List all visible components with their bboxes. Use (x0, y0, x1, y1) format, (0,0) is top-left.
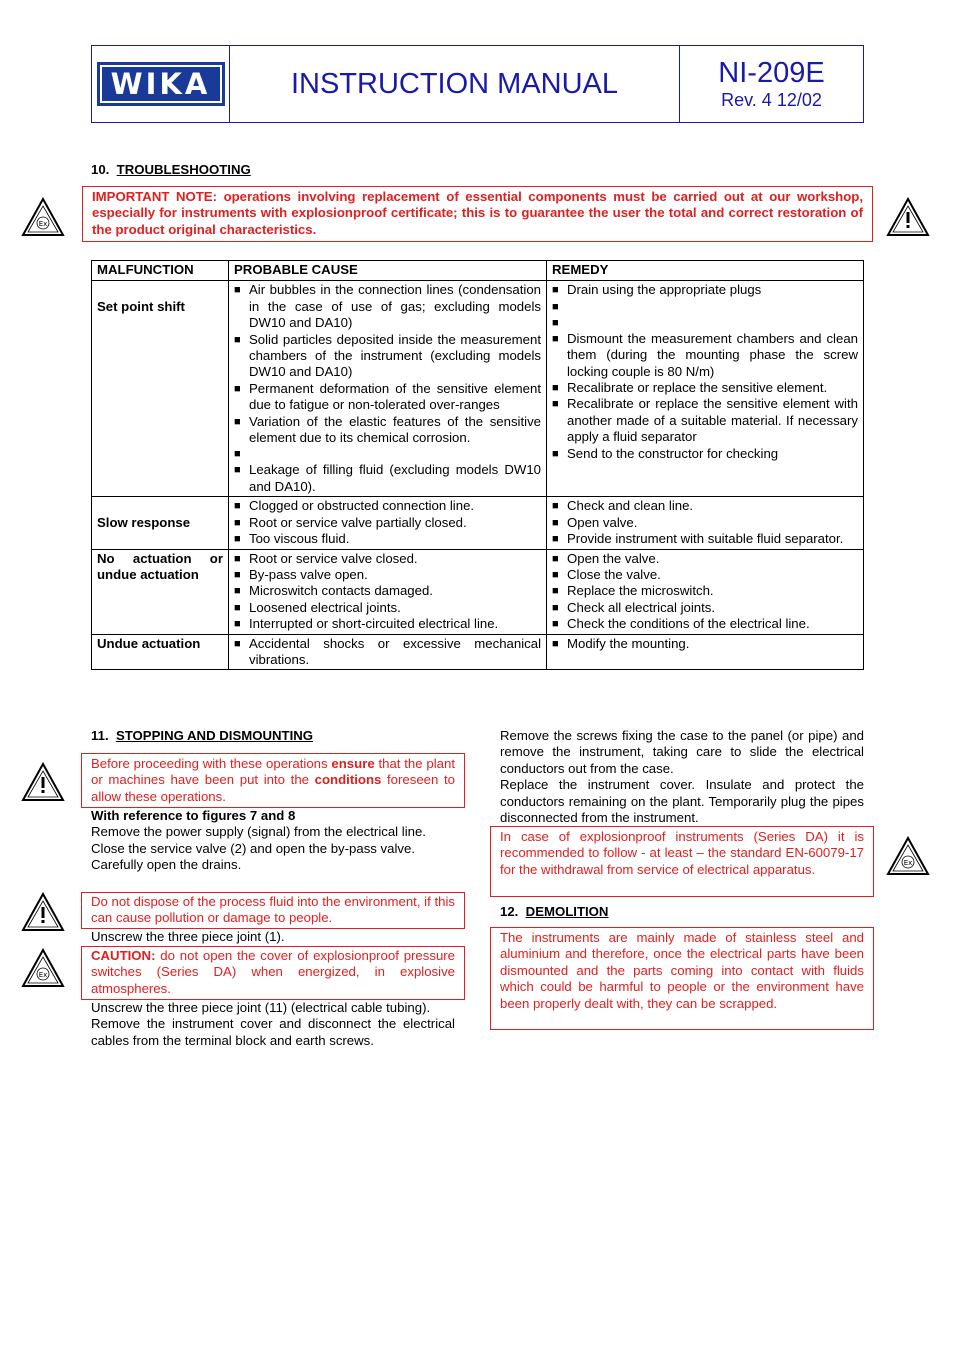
wika-logo (97, 62, 225, 106)
caution-label: CAUTION: (91, 948, 156, 963)
list-item: ■ Check all electrical joints. (552, 600, 858, 616)
list-item: ■ Recalibrate or replace the sensitive element. (552, 380, 858, 396)
ex-protection-icon (21, 197, 65, 237)
header-remedy: REMEDY (547, 261, 864, 281)
reference-heading: With reference to figures 7 and 8 (91, 808, 296, 823)
list-item: ■ Accidental shocks or excessive mechanical vibrations. (234, 636, 541, 669)
warning-text: foreseen to allow these operations. (91, 772, 455, 804)
table-row (92, 281, 864, 497)
list-item: ■ Drain using the appropriate plugs (552, 282, 858, 298)
spacer (552, 299, 858, 315)
malfunction-cell: Slow response (92, 497, 229, 549)
important-note: IMPORTANT NOTE: operations involving replacement of essential components must be carried out at our workshop, especially for instruments with explosionproof certificate; this is to guarantee the user the total and correct restoration of the product original characteristics. (82, 186, 873, 242)
svg-text:Ex: Ex (38, 220, 48, 228)
logo-cell (92, 46, 230, 122)
list-item: ■ Interrupted or short-circuited electrical line. (234, 616, 541, 632)
cause-cell (229, 497, 547, 549)
malfunction-cell: No actuation or undue actuation (92, 549, 229, 634)
section-number: 12. (500, 904, 519, 919)
remedy-cell (547, 497, 864, 549)
list-item: ■ Check the conditions of the electrical line. (552, 616, 858, 632)
section-11-heading (91, 728, 313, 744)
ex-protection-icon (886, 836, 930, 876)
warning-emphasis: ensure (331, 756, 375, 771)
list-item: ■ Modify the mounting. (552, 636, 858, 652)
logo-text: WIKA (102, 67, 220, 101)
paragraph: Carefully open the drains. (91, 857, 242, 873)
cause-cell (229, 634, 547, 670)
document-number: NI-209E (718, 57, 825, 89)
paragraph: Replace the instrument cover. Insulate and protect the conductors remaining on the plant. Temporarily plug the pipes disconnected from the instrument. (500, 777, 864, 826)
list-item: ■ Microswitch contacts damaged. (234, 583, 541, 599)
list-item: ■ Dismount the measurement chambers and clean them (during the mounting phase the screw locking couple is 80 N/m) (552, 331, 858, 380)
cause-cell (229, 549, 547, 634)
list-item: ■ Too viscous fluid. (234, 531, 541, 547)
section-title: DEMOLITION (525, 904, 609, 919)
malfunction-cell: Undue actuation (92, 634, 229, 670)
section-number: 10. (91, 162, 110, 177)
paragraph: Remove the screws fixing the case to the panel (or pipe) and remove the instrument, taking care to slide the electrical conductors out from the case. (500, 728, 864, 776)
table-row (92, 549, 864, 634)
list-item: ■ Send to the constructor for checking (552, 446, 858, 462)
paragraph: Unscrew the three piece joint (11) (electrical cable tubing). (91, 1000, 431, 1015)
section-title: TROUBLESHOOTING (116, 162, 251, 177)
warning-icon (886, 197, 930, 237)
table-row (92, 634, 864, 670)
pollution-warning: Do not dispose of the process fluid into the environment, if this can cause pollution or damage to people. (81, 892, 465, 929)
list-item: ■ Loosened electrical joints. (234, 600, 541, 616)
list-item: ■ Solid particles deposited inside the measurement chambers of the instrument (excluding models DW10 and DA10) (234, 332, 541, 381)
paragraph: Remove the instrument cover and disconnect the electrical cables from the terminal block and earth screws. (91, 1016, 455, 1048)
paragraph: Remove the power supply (signal) from the electrical line. (91, 824, 426, 840)
document-revision: Rev. 4 12/02 (721, 90, 822, 110)
remedy-cell (547, 634, 864, 670)
section-11-body-2 (91, 929, 455, 945)
list-item: ■ Permanent deformation of the sensitive element due to fatigue or non-tolerated over-ranges (234, 381, 541, 414)
table-header-row (92, 261, 864, 281)
paragraph: Close the service valve (2) and open the by-pass valve. (91, 840, 415, 856)
list-item: ■ Root or service valve closed. (234, 551, 541, 567)
paragraph: Unscrew the three piece joint (1). (91, 929, 285, 944)
warning-icon (21, 762, 65, 802)
list-item: ■ Leakage of filling fluid (excluding models DW10 and DA10). (234, 462, 541, 495)
malfunction-cell: Set point shift (92, 281, 229, 497)
header-malfunction: MALFUNCTION (92, 261, 229, 281)
section-12-heading (500, 904, 608, 920)
document-id (680, 46, 863, 122)
list-item: ■ Recalibrate or replace the sensitive element with another made of a suitable material. If necessary apply a fluid separator (552, 396, 858, 445)
list-item: ■ Check and clean line. (552, 498, 858, 514)
section-11-body-3 (91, 1000, 455, 1049)
list-item: ■ Open valve. (552, 515, 858, 531)
list-item: ■ Replace the microswitch. (552, 583, 858, 599)
troubleshooting-table (91, 260, 864, 670)
explosionproof-warning: In case of explosionproof instruments (Series DA) it is recommended to follow - at least – the standard EN-60079-17 for the withdrawal from service of electrical apparatus. (490, 826, 874, 897)
caution-text: do not open the cover of explosionproof pressure switches (Series DA) when energized, in explosive atmospheres. (91, 948, 455, 996)
section-11-body-1 (91, 808, 455, 874)
section-number: 11. (91, 728, 109, 743)
section-title: STOPPING AND DISMOUNTING (115, 728, 314, 743)
section-10-heading (91, 162, 251, 178)
list-item: ■ Clogged or obstructed connection line. (234, 498, 541, 514)
ex-protection-icon (21, 948, 65, 988)
demolition-note: The instruments are mainly made of stainless steel and aluminium and therefore, once the electrical parts have been dismounted and the parts coming into contact with fluids which could be harmful to people or the environment have been properly dealt with, they can be scrapped. (490, 927, 874, 1030)
table-row (92, 497, 864, 549)
warning-text: Before proceeding with these operations (91, 756, 332, 771)
cause-cell (229, 281, 547, 497)
ensure-conditions-warning (81, 753, 465, 808)
list-item: ■ Root or service valve partially closed. (234, 515, 541, 531)
document-header (91, 45, 864, 123)
svg-text:Ex: Ex (38, 971, 48, 979)
section-11-right-body (500, 728, 864, 826)
list-item: ■ Variation of the elastic features of the sensitive element due to its chemical corrosion. (234, 414, 541, 447)
list-item: ■ By-pass valve open. (234, 567, 541, 583)
warning-icon (21, 892, 65, 932)
remedy-cell (547, 549, 864, 634)
list-item: ■ Air bubbles in the connection lines (condensation in the case of use of gas; excluding models DW10 and DA10) (234, 282, 541, 331)
document-title: INSTRUCTION MANUAL (230, 46, 680, 122)
warning-text: that the plant or machines have been put into the (91, 756, 455, 788)
spacer (234, 446, 541, 462)
warning-emphasis: conditions (314, 772, 382, 788)
list-item: ■ Close the valve. (552, 567, 858, 583)
remedy-cell (547, 281, 864, 497)
header-probable-cause: PROBABLE CAUSE (229, 261, 547, 281)
spacer (552, 315, 858, 331)
svg-text:Ex: Ex (903, 859, 913, 867)
list-item: ■ Open the valve. (552, 551, 858, 567)
caution-warning (81, 946, 465, 1000)
list-item: ■ Provide instrument with suitable fluid separator. (552, 531, 858, 547)
